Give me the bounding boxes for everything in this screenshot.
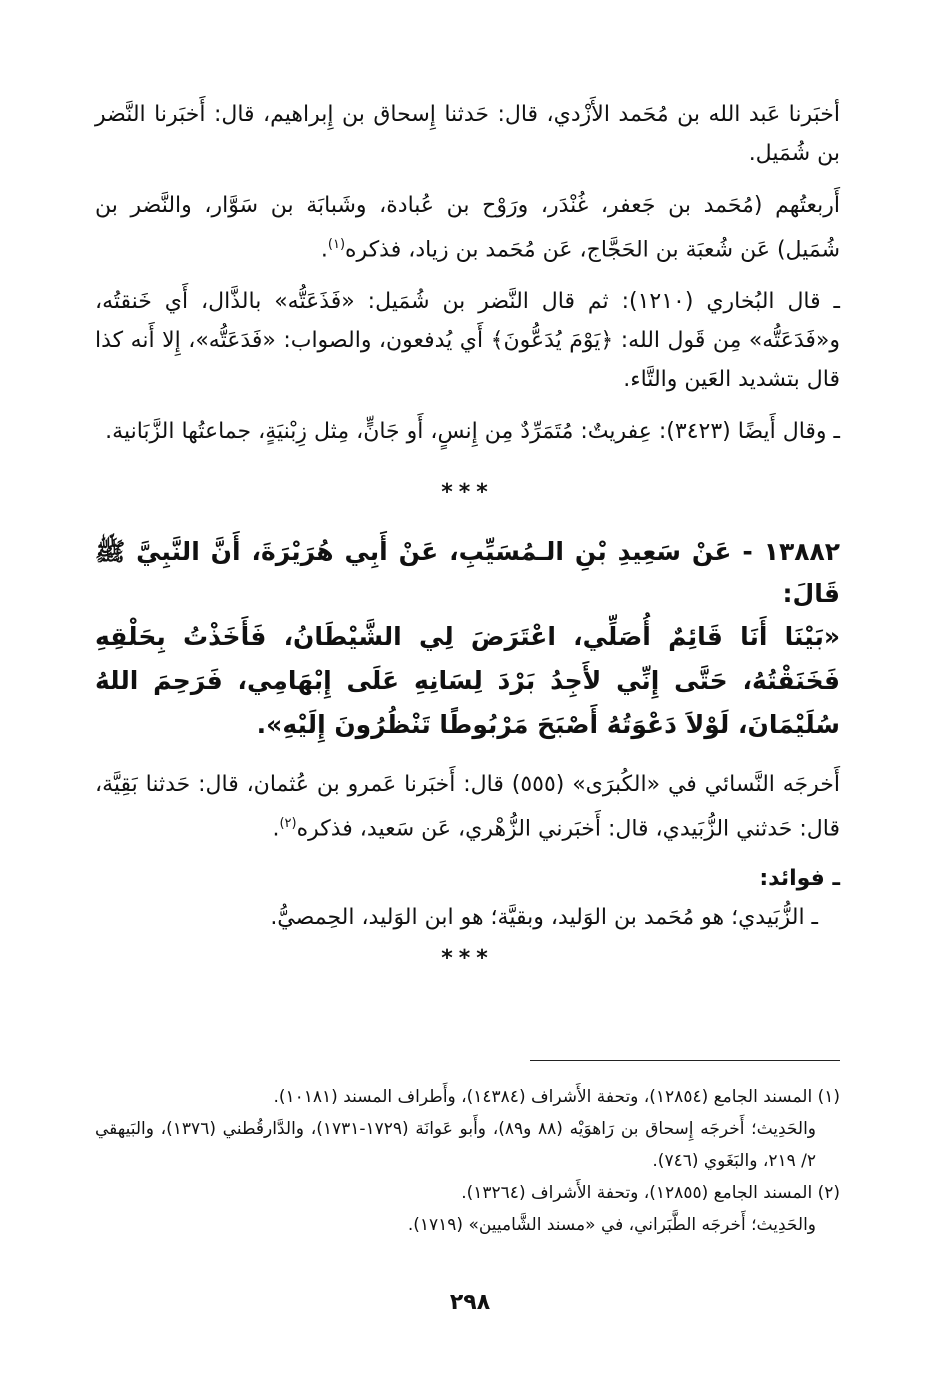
footnote-ref-1[interactable]: (١) xyxy=(327,237,346,252)
paragraph-isnad-1: أخبَرنا عَبد الله بن مُحَمد الأَزْدي، قال: حَدثنا إِسحاق بن إِبراهيم، قال: أَخبَرنا النَّضر بن شُمَيل. xyxy=(95,102,840,166)
hadith-text: «بَيْنَا أَنَا قَائِمٌ أُصَلِّي، اعْتَرَضَ لِي الشَّيْطَانُ، فَأَخَذْتُ بِحَلْقِهِ فَخَنَقْتُهُ، حَتَّى إِنِّي لأَجِدُ بَرْدَ لِسَانِهِ عَلَى إِبْهَامِي، فَرَحِمَ اللهُ سُلَيْمَانَ، لَوْلاَ دَعْوَتُهُ أَصْبَحَ مَرْبُوطًا تَنْظُرُونَ إِلَيْهِ». xyxy=(95,622,840,740)
fawaid-item: ـ الزُّبَيدي؛ هو مُحَمد بن الوَليد، وبقيَّة؛ هو ابن الوَليد، الحِمصيُّ. xyxy=(270,904,818,930)
footnote-ref-2[interactable]: (٢) xyxy=(279,816,297,832)
page-number: ٢٩٨ xyxy=(449,1290,491,1315)
fawaid-heading: ـ فوائد: xyxy=(759,865,840,891)
page-body xyxy=(95,95,840,997)
footnotes-section xyxy=(95,1060,840,1241)
section-separator-2: *** xyxy=(441,945,494,971)
paragraph-ifrit-note: ـ وقال أَيضًا (٣٤٢٣): عِفريتٌ: مُتَمَرِّدٌ مِن إِنسٍ، أَو جَانٍّ، مِثل زِبْنيَةٍ، جماعتُها الزَّبَانية. xyxy=(105,419,840,445)
paragraph-isnad-2-end: . xyxy=(320,237,328,263)
section-separator-1: *** xyxy=(441,480,494,506)
paragraph-takhrij-text: أَخرجَه النَّسائي في «الكُبرَى» (٥٥٥) قال: أَخبَرنا عَمرو بن عُثمان، قال: حَدثنا بَقِيَّة، قال: حَدثني الزُّبَيدي، قال: أَخبَرني الزُّهْري، عَن سَعيد، فذكره xyxy=(95,772,840,842)
footnote-2-sources: (٢) المسند الجامع (١٢٨٥٥)، وتحفة الأَشراف (١٣٢٦٤). xyxy=(461,1183,840,1203)
paragraph-takhrij-end: . xyxy=(272,816,280,842)
paragraph-bukhari-note: ـ قال البُخاري (١٢١٠): ثم قال النَّضر بن شُمَيل: «فَذَعَتُّه» بالذَّال، أَي خَنقتُه، و«فَدَعَتُّه» مِن قَول الله: ﴿يَوْمَ يُدَعُّونَ﴾ أَي يُدفعون، والصواب: «فَدَعَتُّه»، إِلا أَنه كذا قال بتشديد العَين والتَّاء. xyxy=(95,289,840,393)
paragraph-isnad-2-text: أَربعتُهم (مُحَمد بن جَعفر، غُنْدَر، ورَوْح بن عُبادة، وشَبابَة بن سَوَّار، والنَّضر بن شُمَيل) عَن شُعبَة بن الحَجَّاج، عَن مُحَمد بن زياد، فذكره xyxy=(95,193,840,263)
footnote-1-sources: (١) المسند الجامع (١٢٨٥٤)، وتحفة الأَشراف (١٤٣٨٤)، وأَطراف المسند (١٠١٨١). xyxy=(273,1087,840,1107)
footnote-divider xyxy=(530,1060,840,1061)
hadith-heading: ١٣٨٨٢ - عَنْ سَعِيدِ بْنِ الـمُسَيِّبِ، عَنْ أَبِي هُرَيْرَةَ، أَنَّ النَّبِيَّ ﷺ قَالَ: xyxy=(95,537,840,609)
paragraph-takhrij xyxy=(95,765,840,848)
footnote-2-hadith: والحَدِيث؛ أَخرجَه الطَّبَراني، في «مسند الشَّاميين» (١٧١٩). xyxy=(407,1215,816,1235)
paragraph-isnad-2 xyxy=(95,186,840,269)
footnote-1-hadith: والحَدِيث؛ أَخرجَه إِسحاق بن رَاهوَيْه (٨٨ و٨٩)، وأَبو عَوانَة (١٧٢٩-١٧٣١)، والدَّارقُطني (١٣٧٦)، والبَيهقي ٢/ ٢١٩، والبَغَوي (٧٤٦). xyxy=(95,1119,816,1171)
